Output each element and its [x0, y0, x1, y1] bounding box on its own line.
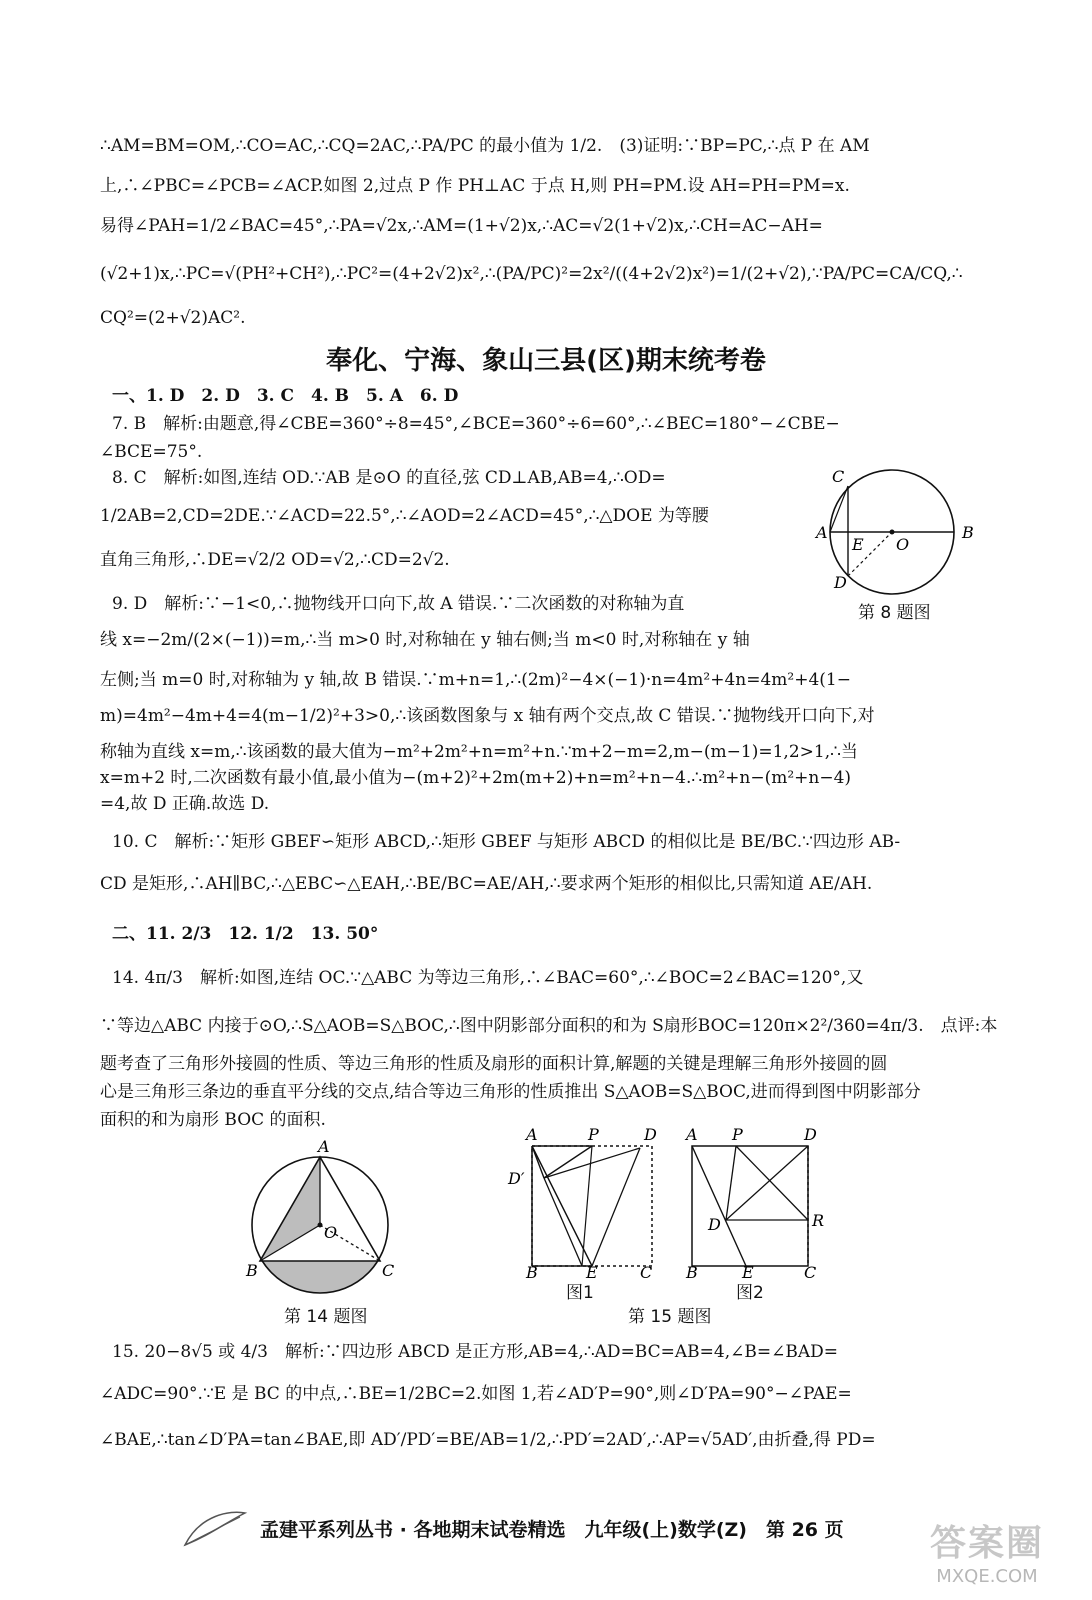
- label-o: O: [896, 535, 910, 554]
- figure-q8: [812, 468, 982, 618]
- label-a: A: [686, 1125, 698, 1144]
- label-p: P: [588, 1125, 599, 1144]
- label-b: B: [246, 1261, 258, 1280]
- q14-line: ∵等边△ABC 内接于⊙O,∴S△AOB=S△BOC,∴图中阴影部分面积的和为 S扇形BOC=120π×2²/360=4π/3. 点评:本: [100, 1016, 998, 1036]
- label-a: A: [318, 1140, 330, 1156]
- center-dot: [318, 1223, 323, 1228]
- q15-line: ∠BAE,∴tan∠D′PA=tan∠BAE,即 AD′/PD′=BE/AB=1/2,∴PD′=2AD′,∴AP=√5AD′,由折叠,得 PD=: [100, 1430, 876, 1450]
- q9-line: m)=4m²−4m+4=4(m−1/2)²+3>0,∴该函数图象与 x 轴有两个交点,故 C 错误.∵抛物线开口向下,对: [100, 706, 875, 726]
- q9-line: 称轴为直线 x=m,∴该函数的最大值为−m²+2m²+n=m²+n.∵m+2−m=2,m−(m−1)=1,2>1,∴当: [100, 742, 858, 762]
- text-line: CQ²=(2+√2)AC².: [100, 308, 246, 328]
- watermark: [912, 1515, 1062, 1587]
- label-o: O: [324, 1223, 338, 1242]
- label-b: B: [526, 1263, 538, 1282]
- q14-line: 面积的和为扇形 BOC 的面积.: [100, 1110, 326, 1130]
- label-b: B: [962, 523, 974, 542]
- label-e: E: [586, 1263, 598, 1282]
- q8-line: 1/2AB=2,CD=2DE.∵∠ACD=22.5°,∴∠AOD=2∠ACD=45°,∴△DOE 为等腰: [100, 506, 709, 526]
- q10-line: CD 是矩形,∴AH∥BC,∴△EBC∽△EAH,∴BE/BC=AE/AH,∴要求两个矩形的相似比,只需知道 AE/AH.: [100, 874, 873, 894]
- q9-line: 线 x=−2m/(2×(−1))=m,∴当 m>0 时,对称轴在 y 轴右侧;当 m<0 时,对称轴在 y 轴: [100, 630, 750, 650]
- segment-pd-prime: [544, 1146, 592, 1178]
- q15-line: ∠ADC=90°.∵E 是 BC 的中点,∴BE=1/2BC=2.如图 1,若∠AD′P=90°,则∠D′PA=90°−∠PAE=: [100, 1384, 852, 1404]
- q7-line: ∠BCE=75°.: [100, 442, 203, 462]
- label-d-prime: D′: [508, 1169, 525, 1188]
- label-d-fold: D: [708, 1215, 721, 1234]
- feather-logo-icon: [180, 1505, 250, 1555]
- label-d: D: [834, 573, 847, 592]
- label-d: D: [644, 1125, 657, 1144]
- text-line: ∴AM=BM=OM,∴CO=AC,∴CQ=2AC,∴PA/PC 的最小值为 1/2. (3)证明:∵BP=PC,∴点 P 在 AM: [100, 136, 870, 156]
- watermark-logo: 答案圈: [929, 1523, 1044, 1564]
- q14-line: 题考查了三角形外接圆的性质、等边三角形的性质及扇形的面积计算,解题的关键是理解三角形外接圆的圆: [100, 1054, 888, 1074]
- caption-fig8: 第 8 题图: [858, 603, 931, 623]
- q15-line: 15. 20−8√5 或 4/3 解析:∵四边形 ABCD 是正方形,AB=4,∴AD=BC=AB=4,∠B=∠BAD=: [112, 1342, 838, 1362]
- caption-fig15-2: 图2: [736, 1283, 764, 1303]
- section-title: 奉化、宁海、象山三县(区)期末统考卷: [326, 346, 766, 376]
- caption-fig15-1: 图1: [566, 1283, 594, 1303]
- q14-line: 14. 4π/3 解析:如图,连结 OC.∵△ABC 为等边三角形,∴∠BAC=60°,∴∠BOC=2∠BAC=120°,又: [112, 968, 864, 988]
- figure-q15-1: [500, 1122, 670, 1282]
- label-a: A: [816, 523, 828, 542]
- label-r: R: [812, 1211, 825, 1230]
- q9-line: 9. D 解析:∵−1<0,∴抛物线开口向下,故 A 错误.∵二次函数的对称轴为直: [112, 594, 685, 614]
- q9-line: x=m+2 时,二次函数有最小值,最小值为−(m+2)²+2m(m+2)+n=m²+n−4.∴m²+n−(m²+n−4): [100, 768, 852, 788]
- label-c: C: [804, 1263, 817, 1282]
- label-a: A: [526, 1125, 538, 1144]
- footer-text: 孟建平系列丛书 · 各地期末试卷精选 九年级(上)数学(Z) 第 26 页: [260, 1519, 844, 1541]
- q9-line: =4,故 D 正确.故选 D.: [100, 794, 270, 814]
- caption-fig14: 第 14 题图: [284, 1307, 368, 1327]
- label-e: E: [742, 1263, 754, 1282]
- text-line: 易得∠PAH=1/2∠BAC=45°,∴PA=√2x,∴AM=(1+√2)x,∴AC=√2(1+√2)x,∴CH=AC−AH=: [100, 216, 823, 236]
- text-line: 上,∴∠PBC=∠PCB=∠ACP.如图 2,过点 P 作 PH⊥AC 于点 H,则 PH=PM.设 AH=PH=PM=x.: [100, 176, 850, 196]
- label-d: D: [804, 1125, 817, 1144]
- q8-line: 直角三角形,∴DE=√2/2 OD=√2,∴CD=2√2.: [100, 550, 450, 570]
- q8-line: 8. C 解析:如图,连结 OD.∵AB 是⊙O 的直径,弦 CD⊥AB,AB=4,∴OD=: [112, 468, 666, 488]
- q7-line: 7. B 解析:由题意,得∠CBE=360°÷8=45°,∠BCE=360°÷6=60°,∴∠BEC=180°−∠CBE−: [112, 414, 840, 434]
- figure-q14: [240, 1140, 410, 1310]
- segment-ca: [830, 486, 848, 532]
- label-e: E: [852, 535, 864, 554]
- q14-line: 心是三角形三条边的垂直平分线的交点,结合等边三角形的性质推出 S△AOB=S△BOC,进而得到图中阴影部分: [100, 1082, 921, 1102]
- label-c: C: [640, 1263, 653, 1282]
- center-dot: [890, 530, 895, 535]
- watermark-url: MXQE.COM: [936, 1566, 1038, 1587]
- answers-part1: 一、1. D 2. D 3. C 4. B 5. A 6. D: [112, 386, 459, 406]
- caption-fig15: 第 15 题图: [628, 1307, 712, 1327]
- segment-ae: [692, 1146, 746, 1266]
- q9-line: 左侧;当 m=0 时,对称轴为 y 轴,故 B 错误.∵m+n=1,∴(2m)²−4×(−1)·n=4m²+4n=4m²+4(1−: [100, 670, 851, 690]
- label-p: P: [732, 1125, 743, 1144]
- label-c: C: [832, 468, 845, 486]
- text-line: (√2+1)x,∴PC=√(PH²+CH²),∴PC²=(4+2√2)x²,∴(PA/PC)²=2x²/((4+2√2)x²)=1/(2+√2),∵PA/PC=CA/CQ,∴: [100, 264, 963, 284]
- square-outline: [692, 1146, 808, 1266]
- label-c: C: [382, 1261, 395, 1280]
- answers-part2: 二、11. 2/3 12. 1/2 13. 50°: [112, 924, 379, 944]
- q10-line: 10. C 解析:∵矩形 GBEF∽矩形 ABCD,∴矩形 GBEF 与矩形 ABCD 的相似比是 BE/BC.∵四边形 AB-: [112, 832, 901, 852]
- label-b: B: [686, 1263, 698, 1282]
- figure-q15-2: [672, 1122, 842, 1282]
